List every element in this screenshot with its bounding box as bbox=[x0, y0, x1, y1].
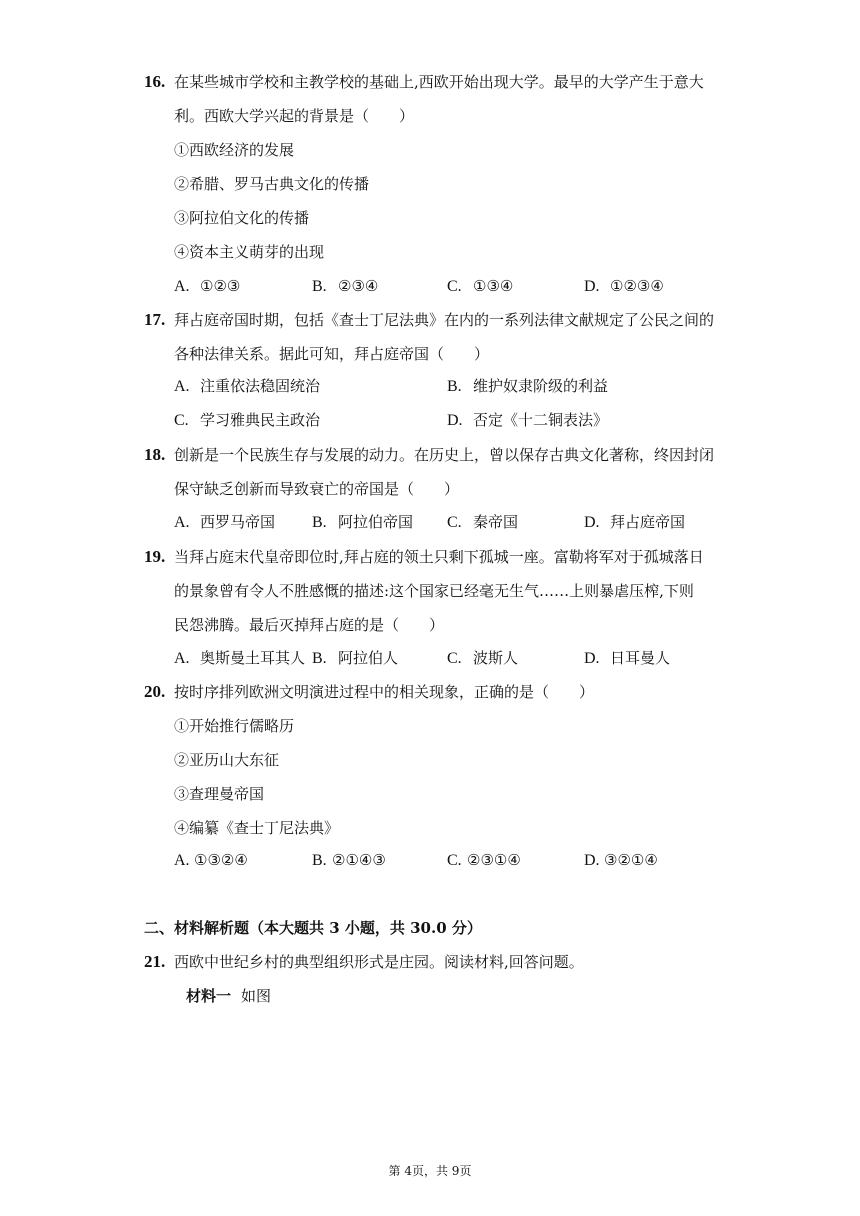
statement-item: ①西欧经济的发展 bbox=[174, 141, 295, 159]
section-heading: 二、材料解析题（本大题共 3 小题，共 30.0 分） bbox=[144, 919, 482, 937]
question-stem-line: 保守缺乏创新而导致衰亡的帝国是（ ） bbox=[174, 480, 460, 498]
option-text: 西罗马帝国 bbox=[200, 513, 276, 531]
option-text: 阿拉伯帝国 bbox=[338, 513, 414, 531]
statement-item: ④资本主义萌芽的出现 bbox=[174, 243, 325, 261]
statement-item: ②亚历山大东征 bbox=[174, 751, 280, 769]
option-letter: B. bbox=[312, 650, 327, 667]
option-text: 拜占庭帝国 bbox=[610, 513, 686, 531]
option-letter: C. bbox=[174, 412, 189, 429]
statement-item: ③阿拉伯文化的传播 bbox=[174, 209, 310, 227]
question-stem-line: 按时序排列欧洲文明演进过程中的相关现象，正确的是（ ） bbox=[174, 683, 595, 701]
question-stem-line: 利。西欧大学兴起的背景是（ ） bbox=[174, 107, 415, 125]
question-stem-line: 的景象曾有令人不胜感慨的描述:这个国家已经毫无生气‥‥‥上则暴虐压榨,下则 bbox=[174, 582, 694, 600]
option-letter: A. bbox=[174, 514, 190, 531]
statement-item: ②希腊、罗马古典文化的传播 bbox=[174, 175, 370, 193]
option-letter: B. bbox=[312, 514, 327, 531]
question-number: 16. bbox=[144, 72, 166, 91]
question-stem-line: 民怨沸腾。最后灭掉拜占庭的是（ ） bbox=[174, 616, 445, 634]
question-number: 20. bbox=[144, 682, 166, 701]
option-letter: D. bbox=[447, 412, 463, 429]
option-text: 奥斯曼土耳其人 bbox=[200, 649, 306, 667]
option-text: ②③④ bbox=[338, 277, 379, 295]
option-letter: A. bbox=[174, 650, 190, 667]
option-letter: C. bbox=[447, 650, 462, 667]
question-stem-line: 创新是一个民族生存与发展的动力。在历史上，曾以保存古典文化著称，终因封闭 bbox=[174, 446, 715, 464]
option-text: ③②①④ bbox=[604, 851, 658, 869]
option-letter: D. bbox=[584, 514, 600, 531]
option-text: 注重依法稳固统治 bbox=[200, 377, 321, 395]
option-text: ①②③ bbox=[200, 277, 241, 295]
material-label: 材料一 bbox=[186, 987, 232, 1005]
option-text: 秦帝国 bbox=[473, 513, 519, 531]
option-letter: B. bbox=[447, 378, 462, 395]
statement-item: ①开始推行儒略历 bbox=[174, 717, 295, 735]
question-stem-line: 西欧中世纪乡村的典型组织形式是庄园。阅读材料,回答问题。 bbox=[174, 953, 584, 971]
option-text: ①②③④ bbox=[610, 277, 664, 295]
question-number: 21. bbox=[144, 952, 166, 971]
option-letter: D. bbox=[584, 278, 600, 295]
option-text: ①③④ bbox=[473, 277, 514, 295]
question-stem-line: 当拜占庭末代皇帝即位时,拜占庭的领土只剩下孤城一座。富勒将军对于孤城落日 bbox=[174, 548, 704, 566]
question-number: 19. bbox=[144, 547, 166, 566]
question-number: 17. bbox=[144, 310, 166, 329]
question-stem-line: 各种法律关系。据此可知，拜占庭帝国（ ） bbox=[174, 345, 490, 363]
option-letter: A. bbox=[174, 852, 190, 869]
question-number: 18. bbox=[144, 445, 166, 464]
option-letter: A. bbox=[174, 278, 190, 295]
option-text: 阿拉伯人 bbox=[338, 649, 399, 667]
option-letter: D. bbox=[584, 650, 600, 667]
option-letter: D. bbox=[584, 852, 600, 869]
option-letter: C. bbox=[447, 852, 462, 869]
option-text: ①③②④ bbox=[194, 851, 248, 869]
option-text: ②③①④ bbox=[467, 851, 521, 869]
statement-item: ④编纂《查士丁尼法典》 bbox=[174, 819, 340, 837]
question-stem-line: 拜占庭帝国时期，包括《查士丁尼法典》在内的一系列法律文献规定了公民之间的 bbox=[174, 311, 715, 329]
option-letter: C. bbox=[447, 278, 462, 295]
option-text: 维护奴隶阶级的利益 bbox=[473, 377, 609, 395]
material-text: 如图 bbox=[241, 987, 272, 1005]
option-letter: B. bbox=[312, 278, 327, 295]
option-letter: B. bbox=[312, 852, 327, 869]
option-letter: A. bbox=[174, 378, 190, 395]
option-text: 学习雅典民主政治 bbox=[200, 411, 321, 429]
question-stem-line: 在某些城市学校和主教学校的基础上,西欧开始出现大学。最早的大学产生于意大 bbox=[174, 73, 704, 91]
option-text: ②①④③ bbox=[332, 851, 386, 869]
option-text: 否定《十二铜表法》 bbox=[473, 411, 609, 429]
option-letter: C. bbox=[447, 514, 462, 531]
option-text: 日耳曼人 bbox=[610, 649, 671, 667]
page-footer: 第 4页，共 9页 bbox=[388, 1164, 472, 1178]
option-text: 波斯人 bbox=[473, 649, 519, 667]
statement-item: ③查理曼帝国 bbox=[174, 785, 265, 803]
